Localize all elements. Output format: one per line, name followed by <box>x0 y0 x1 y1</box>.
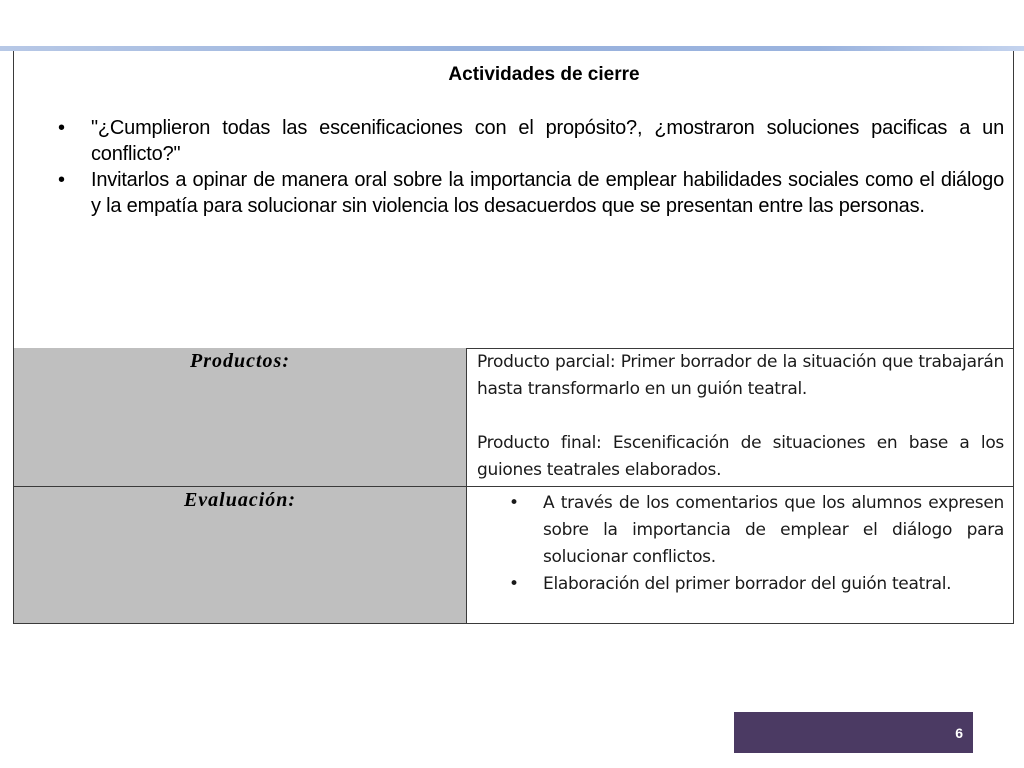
evaluation-content-cell <box>467 487 1013 623</box>
evaluation-list <box>509 490 1004 598</box>
bullet-icon: • <box>58 169 65 191</box>
evaluation-item <box>509 490 1004 571</box>
page-number-badge <box>734 712 973 753</box>
closing-activities-title: Actividades de cierre <box>448 64 640 85</box>
evaluation-item-text: A través de los comentarios que los alumnos expresen sobre la importancia de emplear el diálogo para solucionar conflictos. <box>543 493 1004 567</box>
partial-product-text: Producto parcial: Primer borrador de la situación que trabajarán hasta transformarlo en un guión teatral. <box>477 352 1004 399</box>
evaluation-label: Evaluación: <box>183 489 297 511</box>
closing-activities-list <box>58 115 1004 219</box>
lesson-plan-table <box>13 51 1014 624</box>
bullet-icon: • <box>509 574 519 594</box>
evaluation-label-cell <box>14 487 467 623</box>
page-number: 6 <box>955 725 963 741</box>
closing-activity-item <box>58 115 1004 167</box>
evaluation-item <box>509 571 1004 598</box>
closing-activities-section <box>14 51 1013 349</box>
products-content-cell <box>467 348 1013 486</box>
evaluation-row <box>14 487 1013 623</box>
closing-activity-text: "¿Cumplieron todas las escenificaciones con el propósito?, ¿mostraron soluciones pacificas a un conflicto?" <box>91 117 1004 165</box>
products-label-cell <box>14 348 467 486</box>
bullet-icon: • <box>58 117 65 139</box>
products-label: Productos: <box>190 350 290 372</box>
closing-activity-text: Invitarlos a opinar de manera oral sobre la importancia de emplear habilidades sociales como el diálogo y la empatía para solucionar sin violencia los desacuerdos que se presentan entre las personas. <box>91 169 1004 217</box>
final-product-text: Producto final: Escenificación de situaciones en base a los guiones teatrales elaborados. <box>477 433 1004 480</box>
products-row <box>14 348 1013 487</box>
evaluation-item-text: Elaboración del primer borrador del guión teatral. <box>543 574 952 594</box>
closing-activity-item <box>58 167 1004 219</box>
bullet-icon: • <box>509 493 519 513</box>
